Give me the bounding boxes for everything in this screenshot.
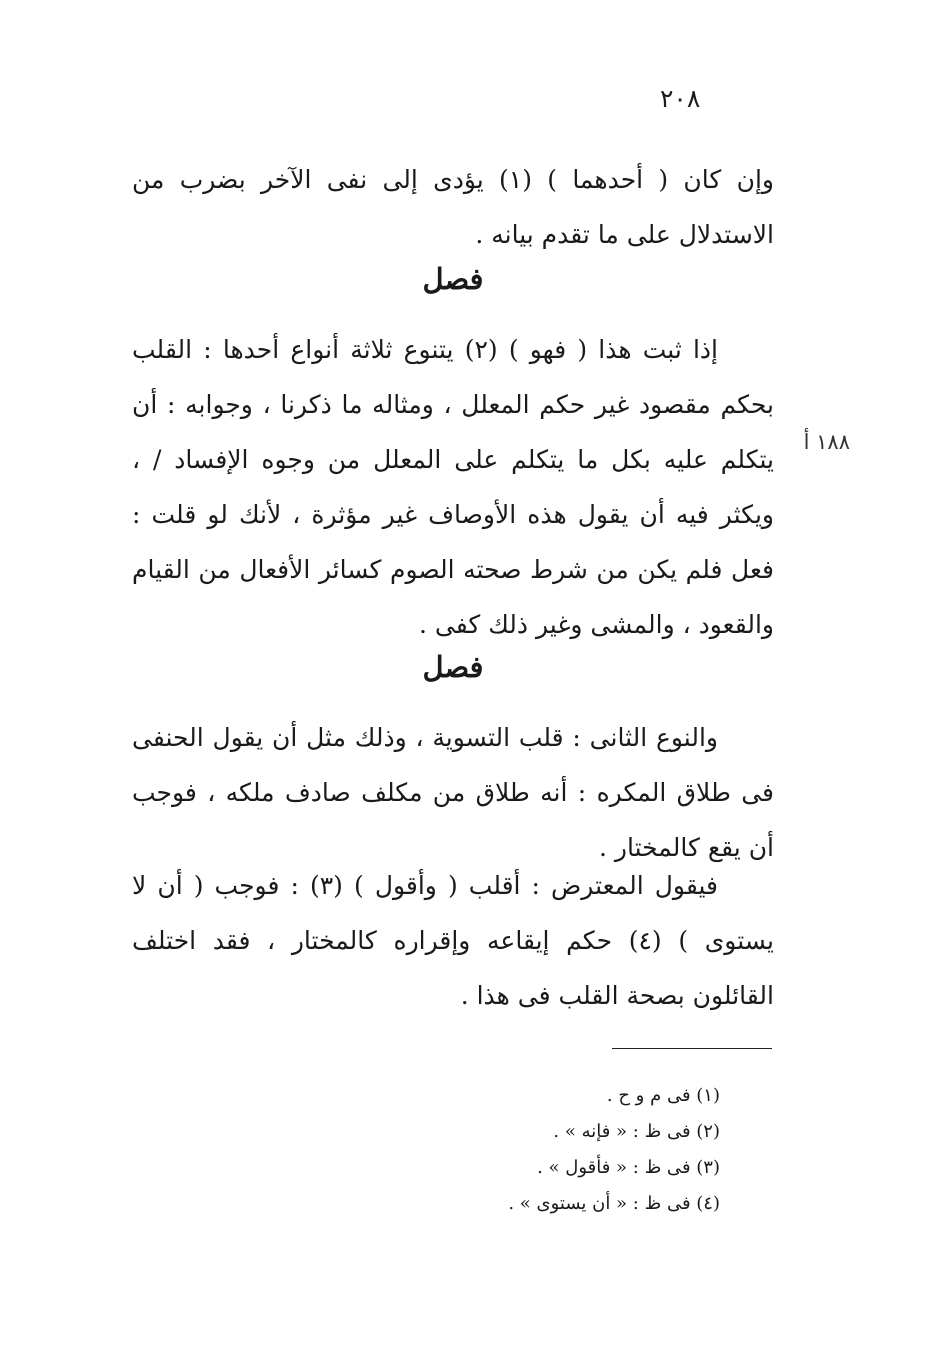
footnote-1: (١) فى م و ح .	[606, 1085, 720, 1106]
paragraph-continuation: وإن كان ( أحدهما ) (١) يؤدى إلى نفى الآخر بضرب من الاستدلال على ما تقدم بيانه .	[132, 165, 774, 249]
manuscript-folio-note: ١٨٨ أ	[803, 430, 850, 454]
section-heading: فصل	[422, 262, 484, 296]
footnote-divider	[612, 1048, 772, 1049]
footnote-2: (٢) فى ظ : « فإنه » .	[553, 1121, 720, 1142]
section-heading-second: فصل	[422, 650, 484, 684]
footnote-4: (٤) فى ظ : « أن يستوى » .	[508, 1193, 720, 1214]
paragraph-objector: فيقول المعترض : أقلب ( وأقول ) (٣) : فوجب ( أن لا يستوى ) (٤) حكم إيقاعه وإقراره كالمختار ، فقد اختلف القائلون بصحة القلب فى هذا .	[132, 871, 775, 1010]
page-number: ٢٠٨	[660, 84, 701, 113]
paragraph-types-of-qalb: إذا ثبت هذا ( فهو ) (٢) يتنوع ثلاثة أنواع أحدها : القلب بحكم مقصود غير حكم المعلل ، ومثاله ما ذكرنا ، وجوابه : أن يتكلم عليه بكل ما يتكلم على المعلل من وجوه الإفساد / ، ويكثر فيه أن يقول هذه الأوصاف غير مؤثرة ، لأنك لو قلت : فعل فلم يكن من شرط صحته الصوم كسائر الأفعال من القيام والقعود ، والمشى وغير ذلك كفى .	[132, 335, 774, 639]
paragraph-second-type: والنوع الثانى : قلب التسوية ، وذلك مثل أن يقول الحنفى فى طلاق المكره : أنه طلاق من مكلف صادف ملكه ، فوجب أن يقع كالمختار .	[132, 723, 774, 862]
footnote-3: (٣) فى ظ : « فأقول » .	[537, 1157, 720, 1178]
footnotes	[300, 1078, 720, 1222]
